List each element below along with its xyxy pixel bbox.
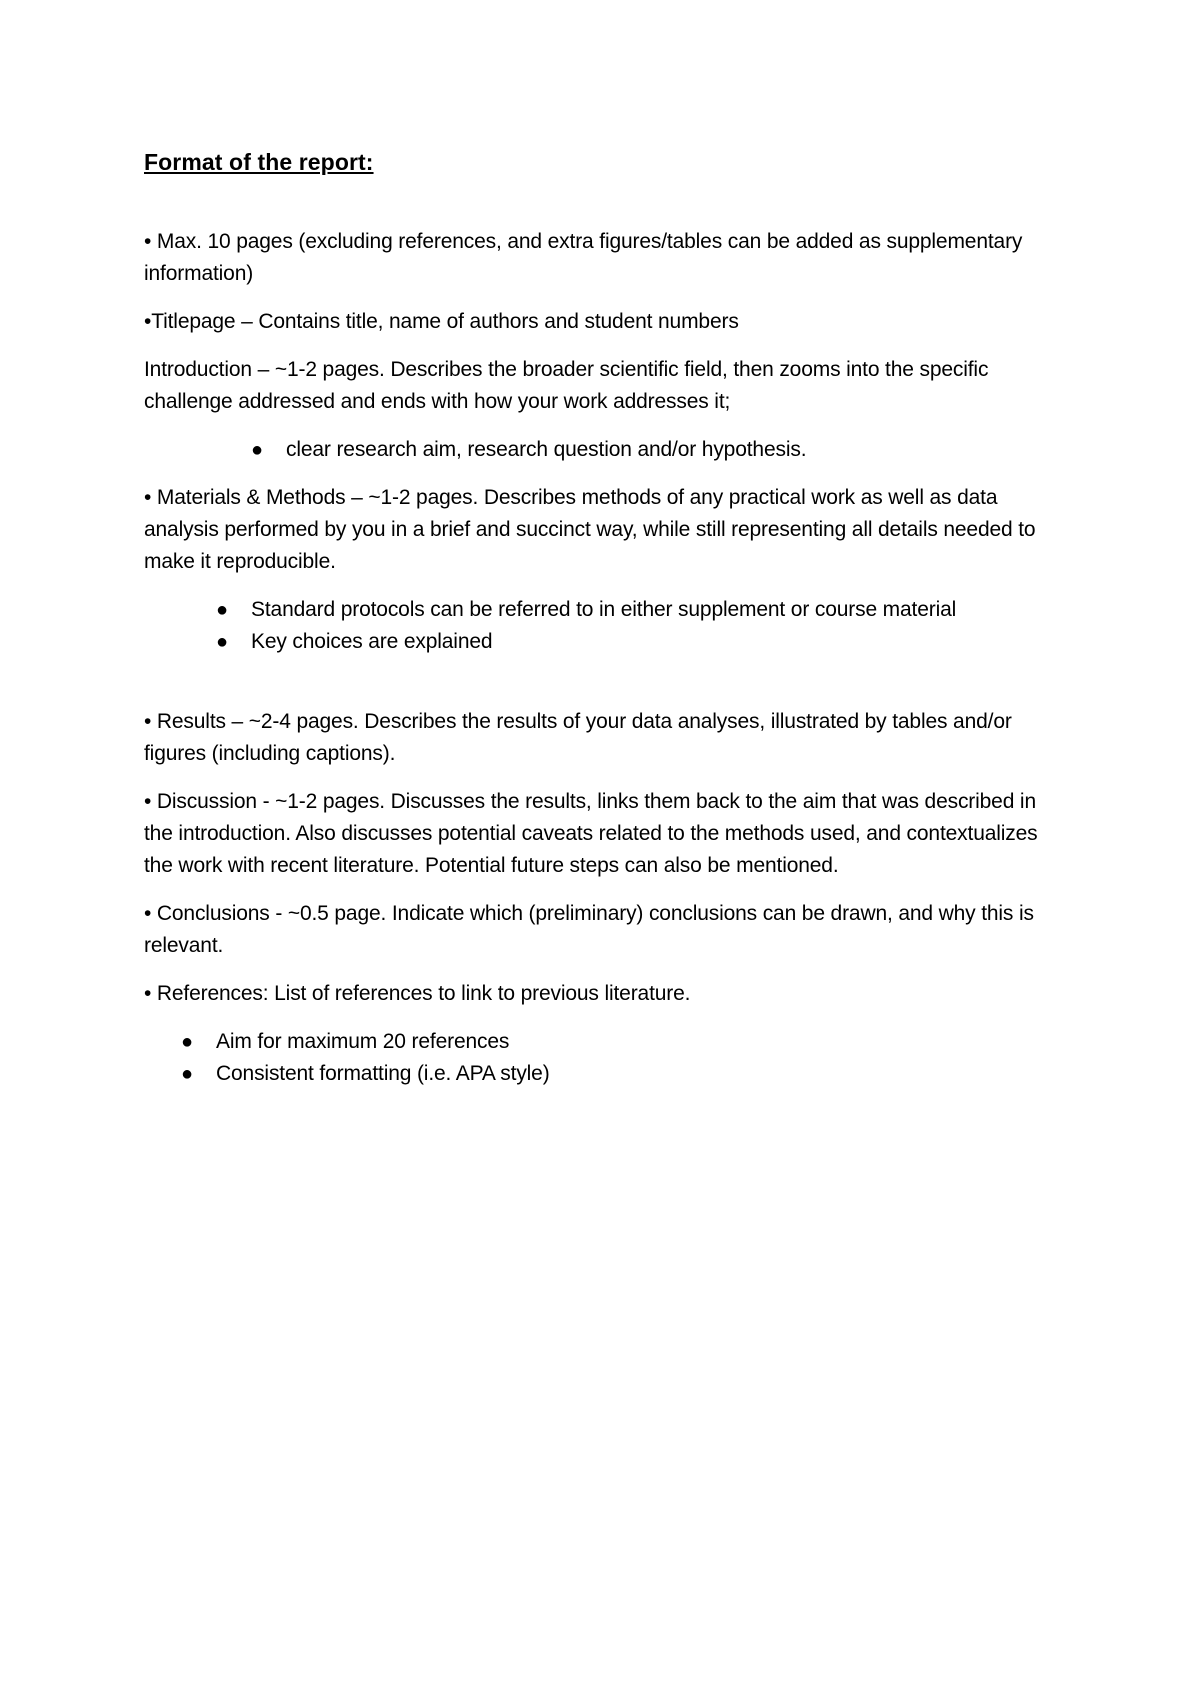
references-bullet-list [144, 1026, 1064, 1090]
paragraph-titlepage: •Titlepage – Contains title, name of authors and student numbers [144, 310, 739, 333]
list-item [251, 434, 1064, 466]
list-item-text: Standard protocols can be referred to in either supplement or course material [251, 598, 957, 621]
list-item [216, 626, 1064, 658]
list-item-text: Aim for maximum 20 references [216, 1030, 510, 1053]
list-item-text: clear research aim, research question and/or hypothesis. [286, 438, 807, 461]
bullet-icon: ● [216, 599, 228, 621]
introduction-bullet-list [144, 434, 1064, 466]
paragraph-discussion: • Discussion - ~1-2 pages. Discusses the results, links them back to the aim that was described in the introduction. Also discusses potential caveats related to the methods used, and contextualizes the work with recent literature. Potential future steps can also be mentioned. [144, 790, 1038, 877]
spacer [144, 178, 1064, 226]
list-item [181, 1026, 1064, 1058]
bullet-icon: ● [216, 631, 228, 653]
paragraph-conclusions: • Conclusions - ~0.5 page. Indicate which (preliminary) conclusions can be drawn, and why this is relevant. [144, 902, 1034, 957]
paragraph-materials-methods: • Materials & Methods – ~1-2 pages. Describes methods of any practical work as well as data analysis performed by you in a brief and succinct way, while still representing all details needed to make it reproducible. [144, 486, 1036, 573]
paragraph-results: • Results – ~2-4 pages. Describes the results of your data analyses, illustrated by tables and/or figures (including captions). [144, 710, 1012, 765]
methods-bullet-list [144, 594, 1064, 658]
bullet-icon: ● [251, 439, 263, 461]
bullet-icon: ● [181, 1031, 193, 1053]
document-body [144, 146, 1064, 1090]
paragraph-references: • References: List of references to link to previous literature. [144, 982, 691, 1005]
paragraph-page-limit: • Max. 10 pages (excluding references, and extra figures/tables can be added as supplementary information) [144, 230, 1023, 285]
list-item [181, 1058, 1064, 1090]
list-item-text: Consistent formatting (i.e. APA style) [216, 1062, 550, 1085]
list-item [216, 594, 1064, 626]
paragraph-introduction: Introduction – ~1-2 pages. Describes the broader scientific field, then zooms into the specific challenge addressed and ends with how your work addresses it; [144, 358, 989, 413]
bullet-icon: ● [181, 1063, 193, 1085]
document-title: Format of the report: [144, 149, 374, 175]
list-item-text: Key choices are explained [251, 630, 493, 653]
